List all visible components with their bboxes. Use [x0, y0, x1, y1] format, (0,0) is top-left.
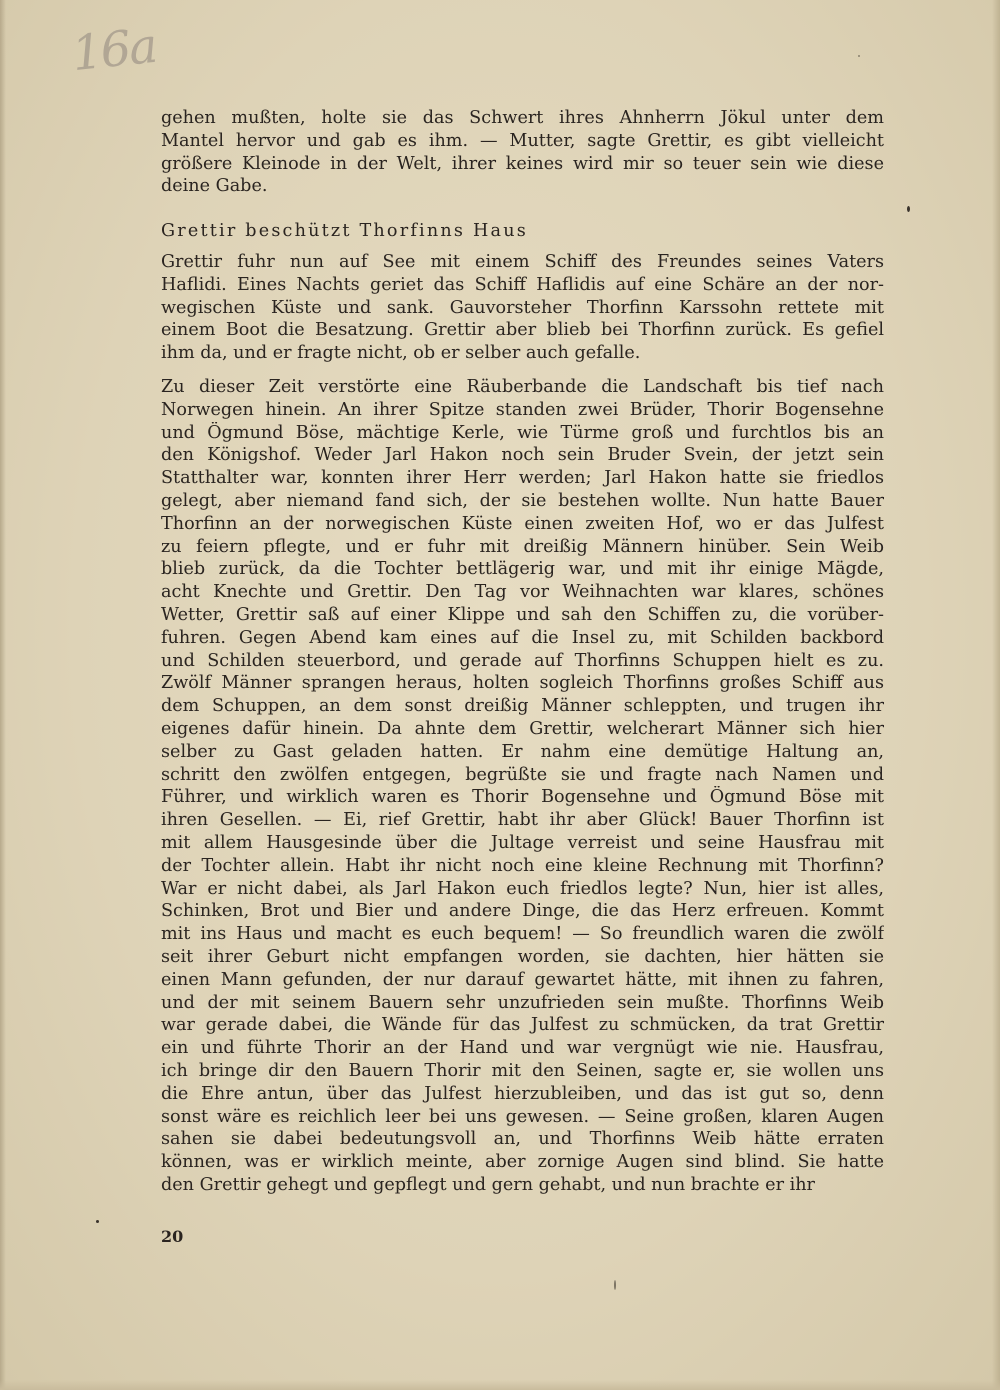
text-line: eigenes dafür hinein. Da ahnte dem Grettir, welcherart Männer sich hier: [161, 718, 884, 739]
text-line: seit ihrer Geburt nicht empfangen worden, sie dachten, hier hätten sie: [161, 946, 884, 967]
text-line: dem Schuppen, an dem sonst dreißig Männer schleppten, und trugen ihr: [161, 696, 884, 717]
text-line: War er nicht dabei, als Jarl Hakon euch friedlos legte? Nun, hier ist alles,: [161, 878, 884, 899]
paragraph-3: [161, 376, 884, 1197]
handwritten-margin-note: 16a: [69, 17, 159, 83]
text-line: den Grettir gehegt und gepflegt und gern gehabt, und nun brachte er ihr: [161, 1174, 815, 1195]
text-line: Thorfinn an der norwegischen Küste einen zweiten Hof, wo er das Julfest: [161, 513, 884, 534]
text-line: Führer, und wirklich waren es Thorir Bogensehne und Ögmund Böse mit: [161, 787, 884, 808]
text-line: Haflidi. Eines Nachts geriet das Schiff Haflidis auf eine Schäre an der nor-: [161, 274, 884, 295]
text-line: und Ögmund Böse, mächtige Kerle, wie Türme groß und furchtlos bis an: [161, 422, 884, 443]
text-line: die Ehre antun, über das Julfest hierzubleiben, und das ist gut so, denn: [161, 1083, 884, 1104]
text-line: selber zu Gast geladen hatten. Er nahm eine demütige Haltung an,: [161, 741, 884, 762]
text-line: deine Gabe.: [161, 176, 268, 197]
text-line: den Königshof. Weder Jarl Hakon noch sein Bruder Svein, der jetzt sein: [161, 445, 884, 466]
text-line: einem Boot die Besatzung. Grettir aber blieb bei Thorfinn zurück. Es gefiel: [161, 320, 884, 341]
text-line: größere Kleinode in der Welt, ihrer keines wird mir so teuer sein wie diese: [161, 153, 884, 174]
text-line: ich bringe dir den Bauern Thorir mit den Seinen, sagte er, sie wollen uns: [161, 1060, 884, 1081]
text-line: gelegt, aber niemand fand sich, der sie bestehen wollte. Nun hatte Bauer: [161, 490, 884, 511]
text-line: mit ins Haus und macht es euch bequem! — So freundlich waren die zwölf: [161, 924, 884, 945]
text-line: der Tochter allein. Habt ihr nicht noch eine kleine Rechnung mit Thorfinn?: [161, 855, 884, 876]
text-line: können, was er wirklich meinte, aber zornige Augen sind blind. Sie hatte: [161, 1152, 884, 1173]
section-heading: Grettir beschützt Thorfinns Haus: [161, 221, 528, 241]
text-line: sonst wäre es reichlich leer bei uns gewesen. — Seine großen, klaren Augen: [161, 1106, 884, 1127]
text-line: Wetter, Grettir saß auf einer Klippe und sah den Schiffen zu, die vorüber-: [161, 604, 884, 625]
text-line: wegischen Küste und sank. Gauvorsteher Thorfinn Karssohn rettete mit: [161, 297, 884, 318]
text-line: blieb zurück, da die Tochter bettlägerig war, und mit ihr einige Mägde,: [161, 559, 884, 580]
page-edge-bottom: [0, 1380, 1000, 1390]
page-edge-right: [992, 0, 1000, 1390]
text-line: Norwegen hinein. An ihrer Spitze standen zwei Brüder, Thorir Bogensehne: [161, 399, 884, 420]
page-number: 20: [161, 1227, 184, 1246]
text-line: und der mit seinem Bauern sehr unzufrieden sein mußte. Thorfinns Weib: [161, 992, 884, 1013]
text-line: ihren Gesellen. — Ei, rief Grettir, habt ihr aber Glück! Bauer Thorfinn ist: [161, 810, 884, 831]
text-line: sahen sie dabei bedeutungsvoll an, und Thorfinns Weib hätte erraten: [161, 1129, 884, 1150]
text-line: Mantel hervor und gab es ihm. — Mutter, sagte Grettir, es gibt vielleicht: [161, 130, 884, 151]
paragraph-1: [161, 107, 884, 198]
text-line: acht Knechte und Grettir. Den Tag vor Weihnachten war klares, schönes: [161, 582, 884, 603]
text-line: fuhren. Gegen Abend kam eines auf die Insel zu, mit Schilden backbord: [161, 627, 884, 648]
paragraph-2: [161, 251, 884, 365]
text-line: und Schilden steuerbord, und gerade auf Thorfinns Schuppen hielt es zu.: [161, 650, 884, 671]
page-edge-left: [0, 0, 6, 1390]
text-line: Statthalter war, konnten ihrer Herr werden; Jarl Hakon hatte sie friedlos: [161, 468, 884, 489]
paper-speck: [907, 206, 910, 212]
paper-speck: [614, 1280, 616, 1290]
text-line: gehen mußten, holte sie das Schwert ihres Ahnherrn Jökul unter dem: [161, 108, 884, 128]
paper-speck: [96, 1220, 99, 1223]
text-line: schritt den zwölfen entgegen, begrüßte sie und fragte nach Namen und: [161, 764, 884, 785]
text-line: ihm da, und er fragte nicht, ob er selber auch gefalle.: [161, 343, 641, 364]
text-line: Grettir fuhr nun auf See mit einem Schiff des Freundes seines Vaters: [161, 252, 884, 272]
paper-speck: [858, 55, 860, 57]
text-line: zu feiern pflegte, und er fuhr mit dreißig Männern hinüber. Sein Weib: [161, 536, 884, 557]
text-line: ein und führte Thorir an der Hand und war vergnügt wie nie. Hausfrau,: [161, 1038, 884, 1059]
text-line: einen Mann gefunden, der nur darauf gewartet hätte, mit ihnen zu fahren,: [161, 969, 884, 990]
text-line: mit allem Hausgesinde über die Jultage verreist und seine Hausfrau mit: [161, 832, 884, 853]
text-line: Zwölf Männer sprangen heraus, holten sogleich Thorfinns großes Schiff aus: [161, 673, 884, 694]
text-line: war gerade dabei, die Wände für das Julfest zu schmücken, da trat Grettir: [161, 1015, 884, 1036]
text-line: Schinken, Brot und Bier und andere Dinge, die das Herz erfreuen. Kommt: [161, 901, 884, 922]
text-line: Zu dieser Zeit verstörte eine Räuberbande die Landschaft bis tief nach: [161, 377, 884, 397]
